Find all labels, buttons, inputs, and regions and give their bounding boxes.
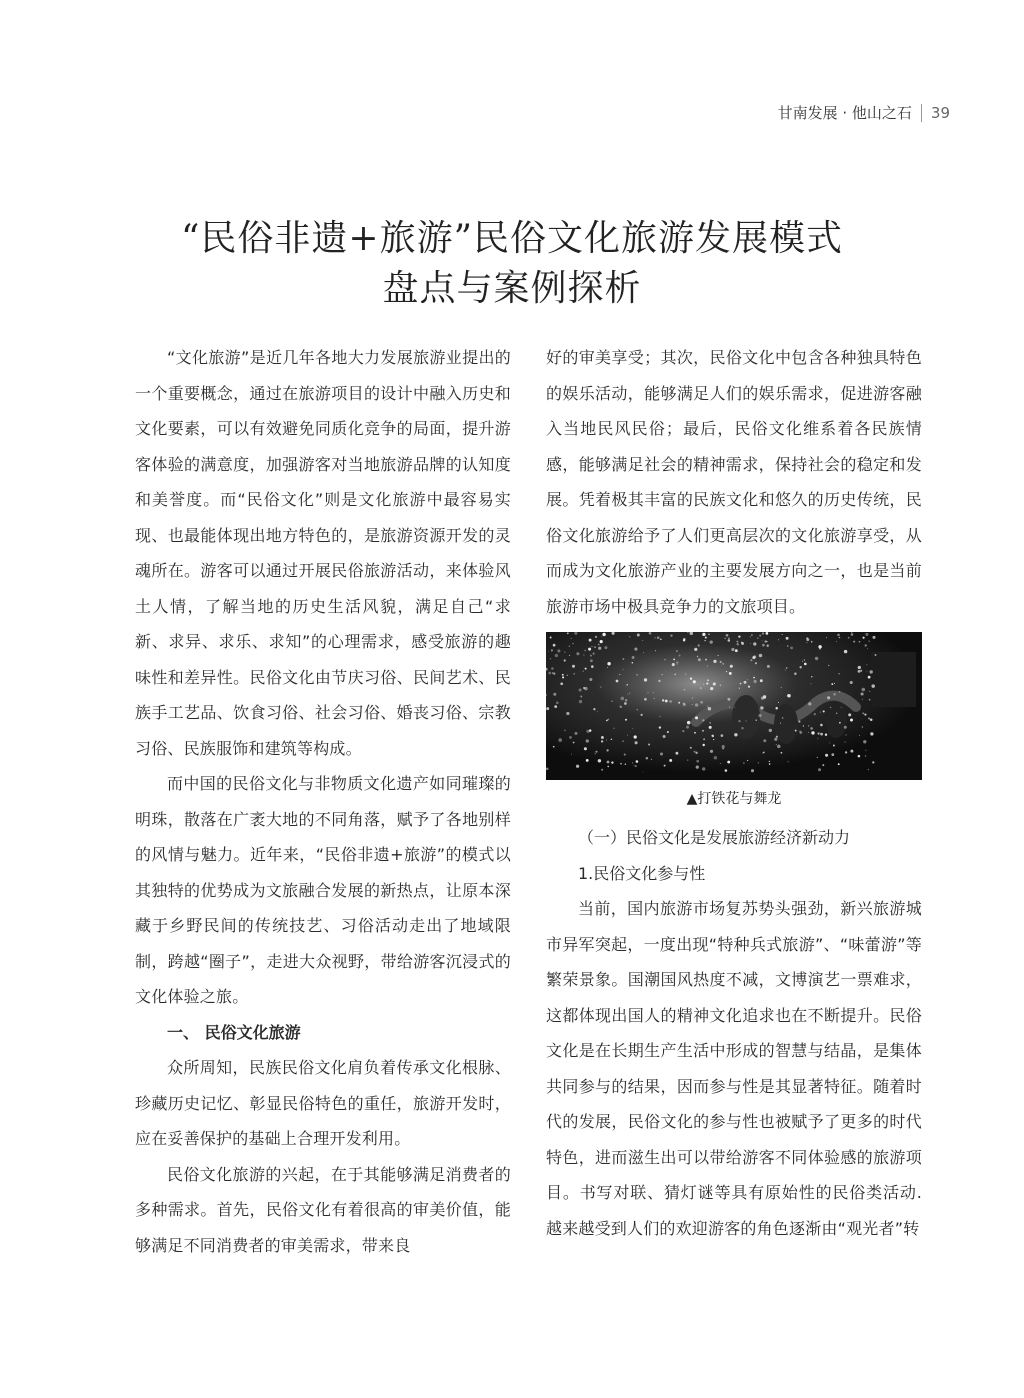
subsection-heading: （一）民俗文化是发展旅游经济新动力 xyxy=(578,828,851,847)
title-line-1: “民俗非遗+旅游”民俗文化旅游发展模式 xyxy=(181,218,843,259)
paragraph: 而中国的民俗文化与非物质文化遗产如同璀璨的明珠，散落在广袤大地的不同角落，赋予了各地别样的风情与魅力。近年来，“民俗非遗+旅游”的模式以其独特的优势成为文旅融合发展的新热点，让原本深藏于乡野民间的传统技艺、习俗活动走出了地域限制，跨越“圈子”，走进大众视野，带给游客沉浸式的文化体验之旅。 xyxy=(135,774,511,1006)
header-divider xyxy=(921,104,922,122)
paragraph: 好的审美享受；其次，民俗文化中包含各种独具特色的娱乐活动，能够满足人们的娱乐需求，促进游客融入当地民风民俗；最后，民俗文化维系着各民族情感，能够满足社会的精神需求，保持社会的稳定和发展。凭着极其丰富的民族文化和悠久的历史传统，民俗文化旅游给予了人们更高层次的文化旅游享受，从而成为文化旅游产业的主要发展方向之一，也是当前旅游市场中极具竞争力的文旅项目。 xyxy=(546,348,922,616)
paragraph: “文化旅游”是近几年各地大力发展旅游业提出的一个重要概念，通过在旅游项目的设计中融入历史和文化要素，可以有效避免同质化竞争的局面，提升游客体验的满意度，加强游客对当地旅游品牌的认知度和美誉度。而“民俗文化”则是文化旅游中最容易实现、也最能体现出地方特色的，是旅游资源开发的灵魂所在。游客可以通过开展民俗旅游活动，来体验风土人情，了解当地的历史生活风貌，满足自己“求新、求异、求乐、求知”的心理需求，感受旅游的趣味性和差异性。民俗文化由节庆习俗、民间艺术、民族手工艺品、饮食习俗、社会习俗、婚丧习俗、宗教习俗、民族服饰和建筑等构成。 xyxy=(135,348,511,758)
article-title xyxy=(0,214,1024,314)
left-column xyxy=(135,340,511,1263)
running-header xyxy=(778,102,950,123)
section-heading: 一、 民俗文化旅游 xyxy=(167,1022,301,1042)
photo-iron-flowers-dragon-dance xyxy=(546,632,922,780)
right-column xyxy=(546,340,922,1246)
paragraph: 众所周知，民族民俗文化肩负着传承文化根脉、珍藏历史记忆、彰显民俗特色的重任，旅游开发时，应在妥善保护的基础上合理开发利用。 xyxy=(135,1058,511,1148)
title-line-2: 盘点与案例探析 xyxy=(382,268,642,309)
photo-caption: ▲打铁花与舞龙 xyxy=(686,791,782,807)
section-name: 甘南发展 · 他山之石 xyxy=(777,104,912,122)
paragraph: 民俗文化旅游的兴起，在于其能够满足消费者的多种需求。首先，民俗文化有着很高的审美价值，能够满足不同消费者的审美需求，带来良 xyxy=(135,1164,511,1255)
paragraph: 当前，国内旅游市场复苏势头强劲，新兴旅游城市异军突起，一度出现“特种兵式旅游”、“味蕾游”等繁荣景象。国潮国风热度不减，文博演艺一票难求，这都体现出国人的精神文化追求也在不断提升。民俗文化是在长期生产生活中形成的智慧与结晶，是集体共同参与的结果，因而参与性是其显著特征。随着时代的发展，民俗文化的参与性也被赋予了更多的时代特色，进而滋生出可以带给游客不同体验感的旅游项目。书写对联、猜灯谜等具有原始性的民俗类活动.越来越受到人们的欢迎游客的角色逐渐由“观光者”转 xyxy=(546,899,922,1238)
page-number: 39 xyxy=(930,103,950,122)
subsection-heading: 1.民俗文化参与性 xyxy=(578,863,706,883)
photo-illustration xyxy=(546,632,922,780)
